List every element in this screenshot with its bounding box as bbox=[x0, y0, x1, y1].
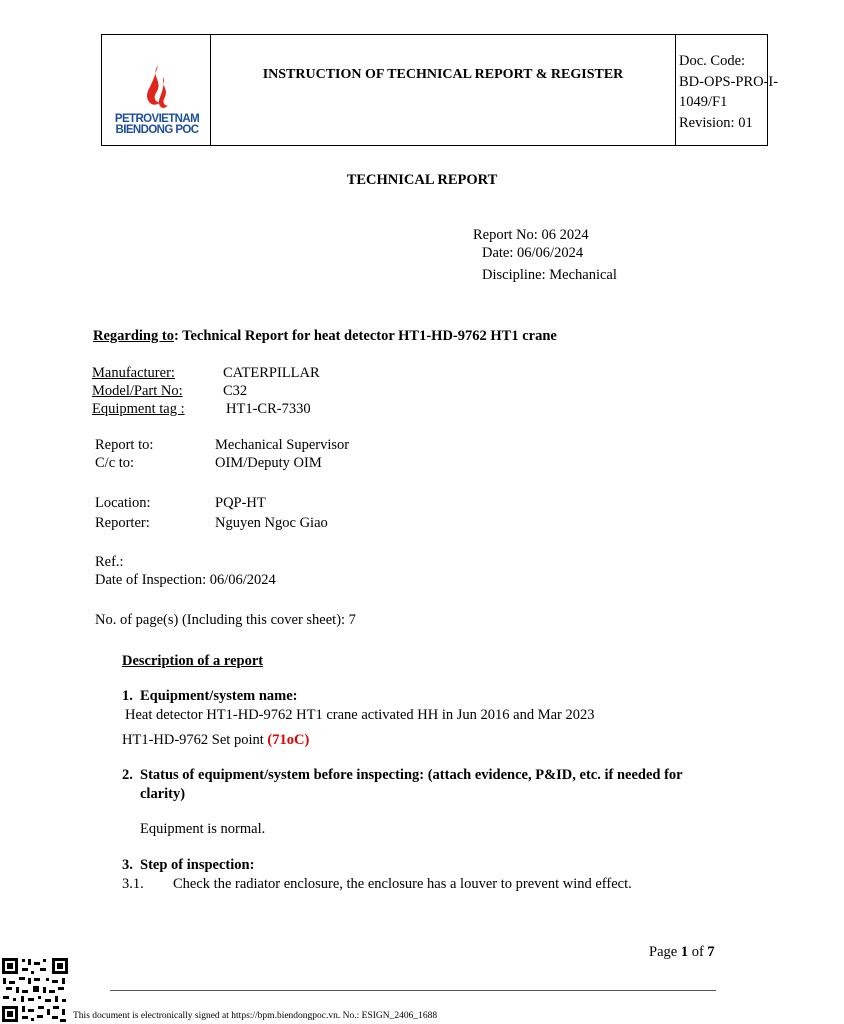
page-current: 1 bbox=[680, 944, 689, 960]
esign-notice: This document is electronically signed at https://bpm.biendongpoc.vn. No.: ESIGN_2406_1688 bbox=[73, 1011, 438, 1021]
header-meta-cell bbox=[676, 35, 779, 145]
document-title: TECHNICAL REPORT bbox=[346, 172, 498, 188]
location-label: Location: bbox=[95, 495, 151, 511]
section-3-title: Step of inspection: bbox=[140, 857, 255, 873]
flame-icon bbox=[140, 63, 174, 113]
model-label: Model/Part No: bbox=[92, 383, 183, 399]
page-word: Page bbox=[649, 944, 681, 960]
equipment-tag-label: Equipment tag : bbox=[92, 401, 185, 417]
qr-code-icon bbox=[0, 956, 70, 1024]
reporter-label: Reporter: bbox=[95, 515, 150, 531]
regarding-text: : Technical Report for heat detector HT1-HD-9762 HT1 crane bbox=[173, 328, 557, 344]
header-title-cell bbox=[211, 35, 676, 145]
reporter-value: Nguyen Ngoc Giao bbox=[215, 515, 328, 531]
header-title: INSTRUCTION OF TECHNICAL REPORT & REGISTER bbox=[262, 67, 624, 82]
page-number bbox=[649, 944, 715, 961]
ref-label: Ref.: bbox=[95, 554, 124, 570]
regarding-label: Regarding to bbox=[93, 328, 174, 344]
location-value: PQP-HT bbox=[215, 495, 266, 511]
report-discipline: Discipline: Mechanical bbox=[482, 267, 617, 283]
cc-to-label: C/c to: bbox=[95, 455, 135, 471]
doc-code-value: BD-OPS-PRO-I-1049/F1 bbox=[679, 73, 779, 110]
report-date: Date: 06/06/2024 bbox=[482, 245, 584, 261]
regarding-line bbox=[93, 328, 557, 345]
section-1-line2 bbox=[122, 732, 309, 749]
logo-text-line2: BIENDONG POC bbox=[115, 124, 199, 136]
company-logo bbox=[114, 63, 200, 143]
footer-rule bbox=[110, 990, 716, 991]
section-3-number: 3. bbox=[122, 857, 133, 873]
cc-to-value: OIM/Deputy OIM bbox=[215, 455, 322, 471]
date-of-inspection: Date of Inspection: 06/06/2024 bbox=[95, 572, 276, 588]
model-value: C32 bbox=[223, 383, 248, 399]
report-to-label: Report to: bbox=[95, 437, 154, 453]
step-3-1-text: Check the radiator enclosure, the enclosure has a louver to prevent wind effect. bbox=[173, 876, 632, 892]
doc-meta bbox=[679, 51, 799, 133]
section-2-title-line1: Status of equipment/system before inspecting: (attach evidence, P&ID, etc. if needed for bbox=[140, 767, 683, 783]
step-3-1-number: 3.1. bbox=[122, 876, 144, 892]
report-to-value: Mechanical Supervisor bbox=[215, 437, 350, 453]
description-heading: Description of a report bbox=[122, 653, 264, 669]
doc-code-label: Doc. Code: bbox=[679, 53, 746, 69]
page-of: of bbox=[688, 944, 708, 960]
manufacturer-value: CATERPILLAR bbox=[223, 365, 320, 381]
report-number: Report No: 06 2024 bbox=[473, 227, 589, 243]
section-1-line1: Heat detector HT1-HD-9762 HT1 crane activated HH in Jun 2016 and Mar 2023 bbox=[125, 707, 595, 723]
section-2-title-line2: clarity) bbox=[140, 786, 186, 802]
header-table bbox=[101, 34, 779, 146]
manufacturer-label: Manufacturer: bbox=[92, 365, 175, 381]
section-1-title: Equipment/system name: bbox=[140, 688, 298, 704]
section-2-body: Equipment is normal. bbox=[140, 821, 266, 837]
logo-text-line1: PETROVIETNAM bbox=[114, 113, 200, 125]
setpoint-value: (71oC) bbox=[267, 732, 310, 748]
equipment-tag-value: HT1-CR-7330 bbox=[226, 401, 311, 417]
revision: Revision: 01 bbox=[679, 114, 753, 131]
section-2-number: 2. bbox=[122, 767, 133, 783]
setpoint-prefix: HT1-HD-9762 Set point bbox=[122, 732, 268, 748]
page-count-line: No. of page(s) (Including this cover sheet): 7 bbox=[95, 612, 356, 628]
section-1-number: 1. bbox=[122, 688, 133, 704]
page-total: 7 bbox=[707, 944, 715, 960]
header-logo-cell bbox=[102, 35, 211, 145]
